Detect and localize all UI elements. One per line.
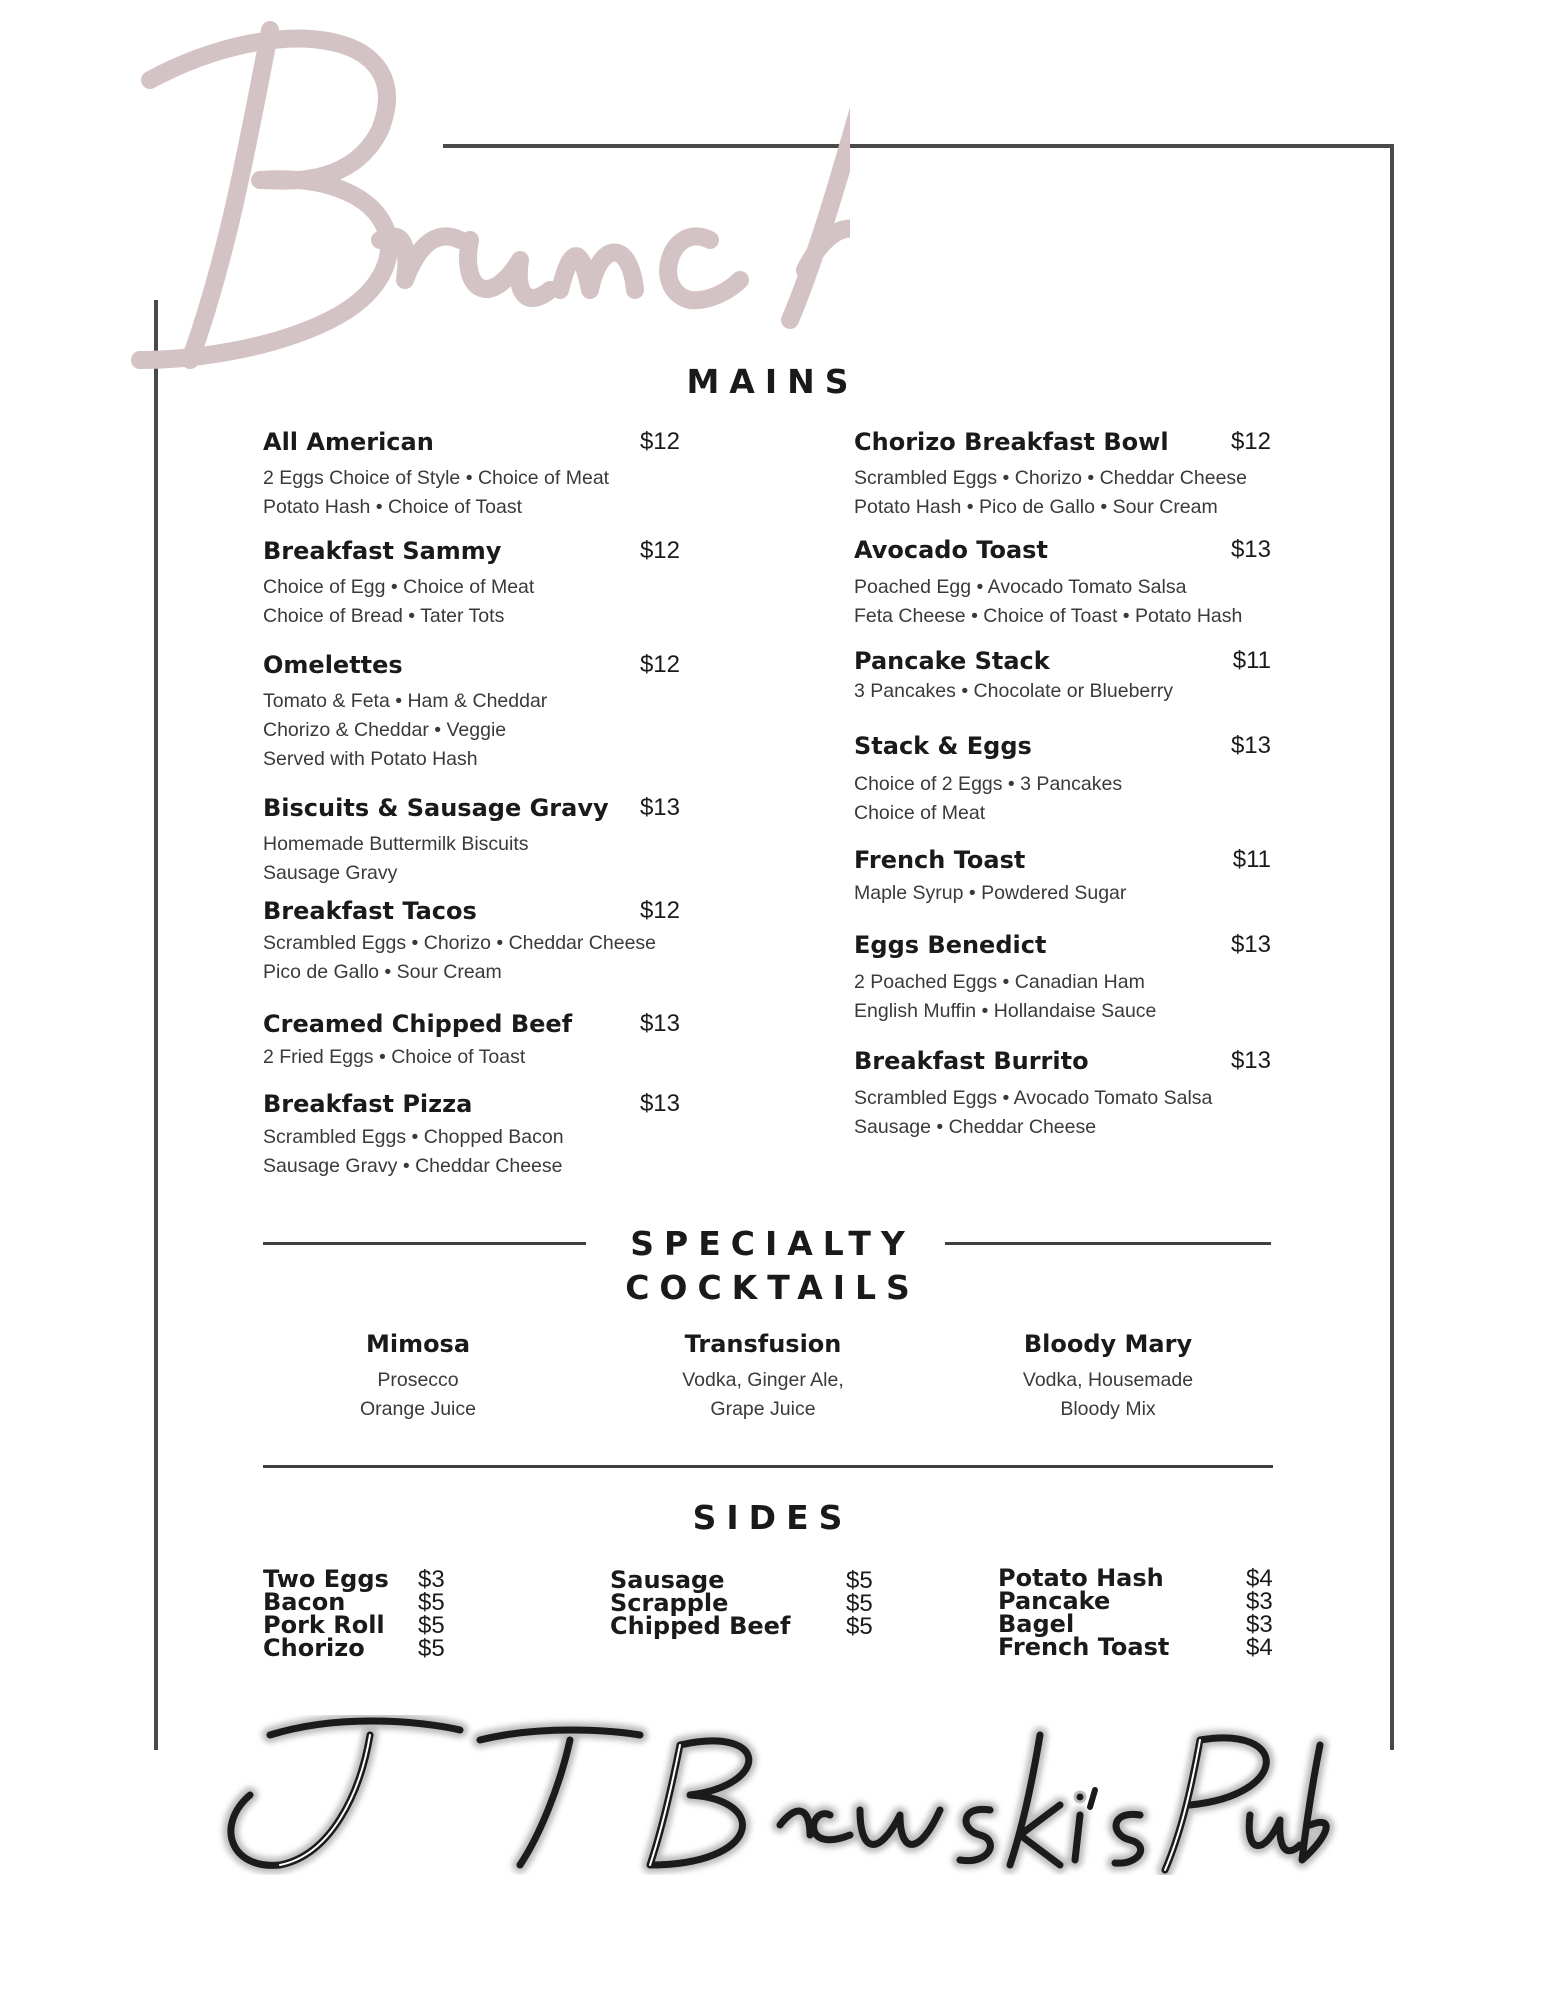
side-item: [610, 1612, 880, 1640]
description-line: 2 Poached Eggs • Canadian Ham: [854, 971, 1145, 993]
item-description: [263, 929, 656, 987]
cocktail-description: [603, 1366, 923, 1424]
side-name: Potato Hash: [998, 1564, 1164, 1592]
item-price: $13: [1230, 931, 1271, 958]
description-line: Choice of Egg • Choice of Meat: [263, 576, 535, 598]
item-name: All American: [263, 428, 434, 456]
side-name: Pancake: [998, 1587, 1111, 1615]
description-line: Vodka, Ginger Ale,: [682, 1369, 844, 1391]
sides-heading: SIDES: [692, 1498, 853, 1537]
description-line: Maple Syrup • Powdered Sugar: [854, 882, 1127, 904]
item-name: Breakfast Pizza: [263, 1090, 473, 1118]
item-name: Biscuits & Sausage Gravy: [263, 794, 609, 822]
item-price: $12: [1230, 428, 1271, 455]
sides-column: [610, 1566, 880, 1640]
item-description: [854, 1084, 1212, 1142]
item-price: $11: [1232, 647, 1271, 674]
side-price: $4: [1246, 1634, 1273, 1661]
sides-rule: [263, 1465, 1273, 1468]
description-line: Chorizo & Cheddar • Veggie: [263, 719, 507, 741]
side-item: [998, 1633, 1278, 1661]
side-price: $4: [1246, 1565, 1273, 1592]
description-line: Grape Juice: [710, 1398, 816, 1420]
side-name: Two Eggs: [263, 1565, 389, 1593]
cocktails-heading-line1: SPECIALTY: [630, 1224, 915, 1263]
description-line: 2 Fried Eggs • Choice of Toast: [263, 1046, 526, 1068]
cocktail-item: [603, 1330, 923, 1424]
item-price: $12: [639, 651, 680, 678]
item-price: $13: [639, 794, 680, 821]
cocktail-name: Bloody Mary: [1023, 1330, 1193, 1358]
brunch-title: [130, 0, 850, 390]
item-price: $13: [1230, 732, 1271, 759]
item-description: [854, 770, 1122, 828]
description-line: Served with Potato Hash: [263, 748, 478, 770]
item-description: [854, 677, 1173, 706]
item-description: [854, 464, 1247, 522]
mains-heading: MAINS: [686, 362, 859, 401]
item-price: $12: [639, 537, 680, 564]
item-name: French Toast: [854, 846, 1026, 874]
description-line: Sausage Gravy • Cheddar Cheese: [263, 1155, 563, 1177]
item-price: $13: [639, 1010, 680, 1037]
description-line: Potato Hash • Choice of Toast: [263, 496, 523, 518]
description-line: Scrambled Eggs • Chorizo • Cheddar Cheese: [854, 467, 1248, 489]
description-line: Poached Egg • Avocado Tomato Salsa: [854, 576, 1187, 598]
item-price: $12: [639, 428, 680, 455]
item-description: [263, 687, 547, 774]
side-price: $3: [1246, 1611, 1273, 1638]
item-name: Stack & Eggs: [854, 732, 1032, 760]
description-line: Scrambled Eggs • Avocado Tomato Salsa: [854, 1087, 1213, 1109]
description-line: Orange Juice: [360, 1398, 476, 1420]
side-name: Bagel: [998, 1610, 1075, 1638]
cocktails-heading-line2: COCKTAILS: [625, 1268, 920, 1307]
description-line: Feta Cheese • Choice of Toast • Potato Hash: [854, 605, 1243, 627]
description-line: Scrambled Eggs • Chopped Bacon: [263, 1126, 564, 1148]
side-name: Chorizo: [263, 1634, 365, 1662]
side-price: $5: [418, 1612, 445, 1639]
item-price: $11: [1232, 846, 1271, 873]
item-description: [263, 573, 534, 631]
description-line: Sausage Gravy: [263, 862, 398, 884]
description-line: Choice of 2 Eggs • 3 Pancakes: [854, 773, 1123, 795]
description-line: Pico de Gallo • Sour Cream: [263, 961, 502, 983]
item-price: $13: [1230, 536, 1271, 563]
cocktail-description: [258, 1366, 578, 1424]
side-name: Scrapple: [610, 1589, 729, 1617]
side-name: Chipped Beef: [610, 1612, 791, 1640]
description-line: Choice of Bread • Tater Tots: [263, 605, 505, 627]
description-line: Potato Hash • Pico de Gallo • Sour Cream: [854, 496, 1218, 518]
item-name: Breakfast Tacos: [263, 897, 477, 925]
description-line: Prosecco: [377, 1369, 459, 1391]
item-description: [854, 573, 1242, 631]
item-description: [854, 968, 1156, 1026]
description-line: Tomato & Feta • Ham & Cheddar: [263, 690, 548, 712]
description-line: Scrambled Eggs • Chorizo • Cheddar Cheese: [263, 932, 657, 954]
description-line: Vodka, Housemade: [1022, 1369, 1194, 1391]
item-name: Pancake Stack: [854, 647, 1050, 675]
description-line: Choice of Meat: [854, 802, 986, 824]
item-name: Breakfast Sammy: [263, 537, 502, 565]
pub-logo: [210, 1715, 1340, 1875]
side-item: [263, 1634, 453, 1662]
description-line: 2 Eggs Choice of Style • Choice of Meat: [263, 467, 610, 489]
item-name: Eggs Benedict: [854, 931, 1047, 959]
item-description: [263, 830, 529, 888]
side-price: $5: [418, 1635, 445, 1662]
cocktail-name: Mimosa: [365, 1330, 471, 1358]
item-description: [263, 464, 609, 522]
description-line: Sausage • Cheddar Cheese: [854, 1116, 1097, 1138]
sides-column: [263, 1565, 453, 1662]
item-name: Omelettes: [263, 651, 403, 679]
item-description: [854, 879, 1126, 908]
item-description: [263, 1123, 564, 1181]
item-price: $13: [639, 1090, 680, 1117]
item-name: Breakfast Burrito: [854, 1047, 1089, 1075]
cocktail-item: [948, 1330, 1268, 1424]
side-price: $5: [846, 1613, 873, 1640]
item-name: Chorizo Breakfast Bowl: [854, 428, 1169, 456]
cocktail-item: [258, 1330, 578, 1424]
side-price: $5: [846, 1567, 873, 1594]
cocktail-description: [948, 1366, 1268, 1424]
description-line: Homemade Buttermilk Biscuits: [263, 833, 529, 855]
side-price: $5: [418, 1589, 445, 1616]
side-name: French Toast: [998, 1633, 1170, 1661]
side-name: Bacon: [263, 1588, 346, 1616]
item-name: Avocado Toast: [854, 536, 1048, 564]
side-name: Sausage: [610, 1566, 725, 1594]
cocktail-name: Transfusion: [684, 1330, 842, 1358]
side-price: $3: [418, 1566, 445, 1593]
side-name: Pork Roll: [263, 1611, 385, 1639]
description-line: Bloody Mix: [1060, 1398, 1156, 1420]
item-price: $12: [639, 897, 680, 924]
sides-column: [998, 1564, 1278, 1661]
description-line: 3 Pancakes • Chocolate or Blueberry: [854, 680, 1173, 702]
side-price: $5: [846, 1590, 873, 1617]
item-price: $13: [1230, 1047, 1271, 1074]
item-description: [263, 1043, 525, 1072]
item-name: Creamed Chipped Beef: [263, 1010, 573, 1038]
description-line: English Muffin • Hollandaise Sauce: [854, 1000, 1157, 1022]
side-price: $3: [1246, 1588, 1273, 1615]
